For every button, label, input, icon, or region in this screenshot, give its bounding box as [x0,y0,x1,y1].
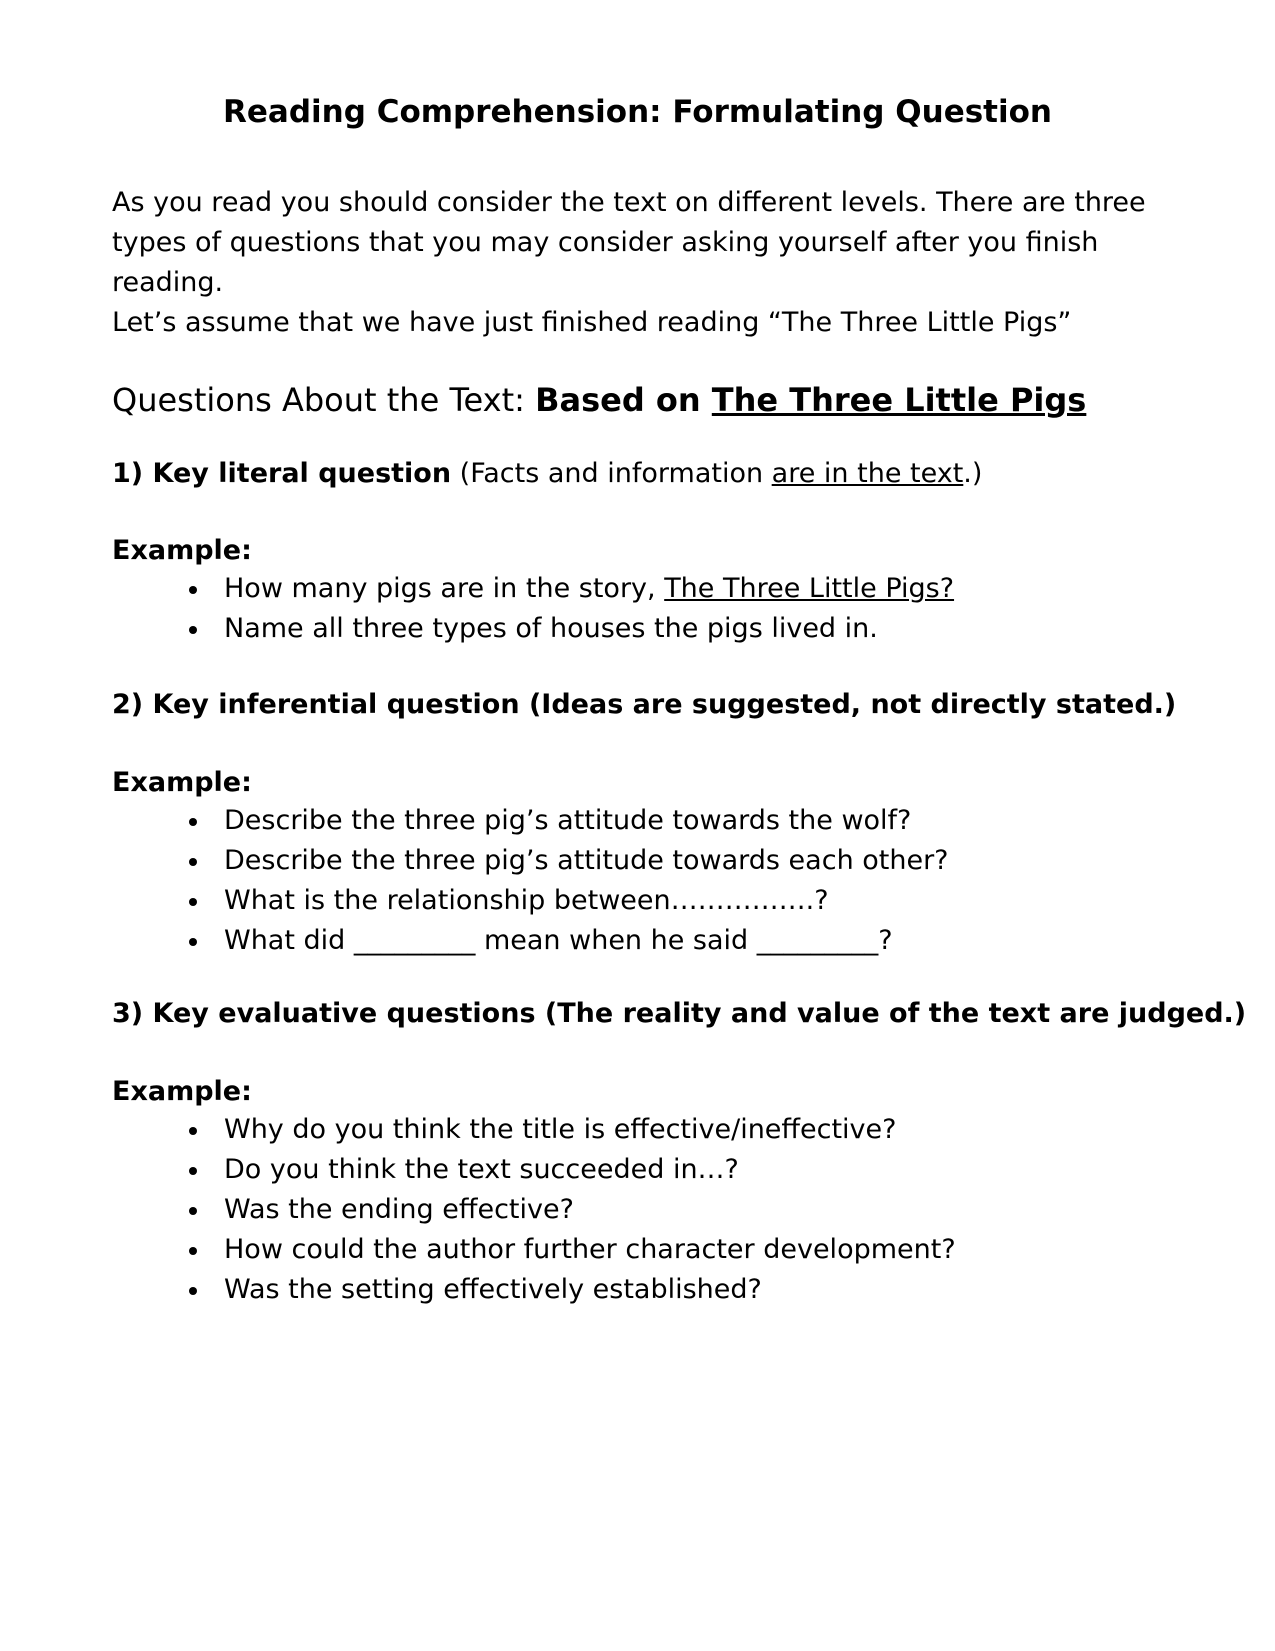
section-1-note-close: .) [963,458,983,489]
section-1-title: 1) Key literal question [112,458,452,489]
section-2-example-label: Example: [112,767,252,798]
questions-heading-story: The Three Little Pigs [711,381,1087,419]
questions-heading [112,381,1086,419]
list-item [180,569,954,609]
list-item: Was the ending effective? [180,1190,956,1230]
section-3-example-label: Example: [112,1076,252,1107]
list-item: Describe the three pig’s attitude towards the wolf? [180,801,949,841]
list-item: Do you think the text succeeded in…? [180,1150,956,1190]
questions-heading-based-on: Based on [535,381,712,419]
section-3-list [180,1110,956,1310]
list-item: Why do you think the title is effective/ineffective? [180,1110,956,1150]
intro-text [112,183,1192,343]
list-item-text: How many pigs are in the story, [224,573,665,604]
section-1-heading [112,458,982,489]
section-1-list [180,569,954,649]
section-1-note-underlined: are in the text [771,458,964,489]
section-3-heading: 3) Key evaluative questions (The reality and value of the text are judged.) [112,998,1247,1029]
list-item: Was the setting effectively established? [180,1270,956,1310]
list-item: How could the author further character development? [180,1230,956,1270]
list-item: Describe the three pig’s attitude towards each other? [180,841,949,881]
page-title: Reading Comprehension: Formulating Question [223,94,1052,130]
list-item: Name all three types of houses the pigs lived in. [180,609,954,649]
section-1-example-label: Example: [112,535,252,566]
questions-heading-lead: Questions About the Text: [112,381,536,419]
section-2-list [180,801,949,961]
list-item-underlined: The Three Little Pigs? [664,573,955,604]
list-item: What did _________ mean when he said _________? [180,921,949,961]
intro-assumption: Let’s assume that we have just finished reading “The Three Little Pigs” [112,307,1072,338]
section-2-heading: 2) Key inferential question (Ideas are suggested, not directly stated.) [112,689,1177,720]
section-1-note-open: (Facts and information [451,458,772,489]
intro-paragraph: As you read you should consider the text on different levels. There are three types of questions that you may consider asking yourself after you finish reading. [112,187,1146,298]
list-item: What is the relationship between…………….? [180,881,949,921]
